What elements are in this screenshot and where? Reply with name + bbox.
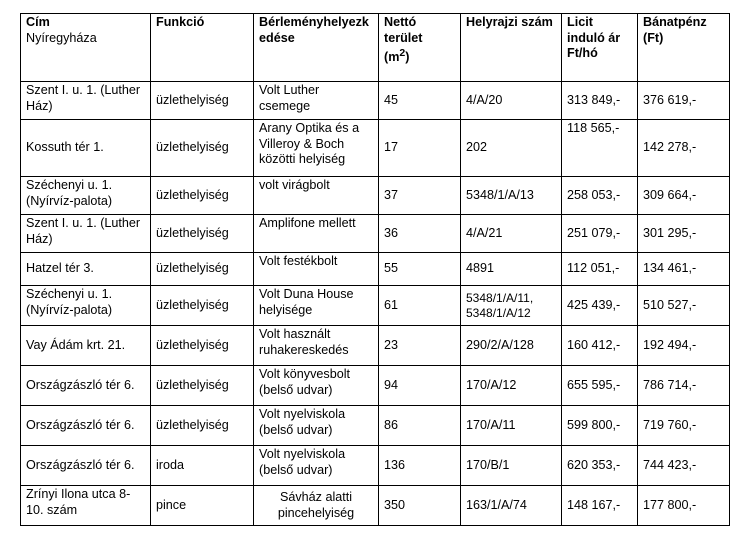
cell-hrsz: 5348/1/A/13 <box>461 177 562 215</box>
cell-hrsz: 170/A/12 <box>461 366 562 406</box>
cell-licit: 620 353,- <box>562 446 638 486</box>
cell-helyezkedes: Volt nyelviskola (belső udvar) <box>254 406 379 446</box>
cell-terulet: 86 <box>379 406 461 446</box>
cell-helyezkedes: Arany Optika és a Villeroy & Boch közötti helyiség <box>254 120 379 177</box>
cell-cim: Kossuth tér 1. <box>21 120 151 177</box>
cell-banat: 510 527,- <box>638 286 730 326</box>
header-licit: Licit induló ár Ft/hó <box>562 14 638 82</box>
cell-terulet: 36 <box>379 215 461 253</box>
cell-cim: Vay Ádám krt. 21. <box>21 326 151 366</box>
table-row <box>21 366 730 406</box>
table-row <box>21 406 730 446</box>
cell-funkcio: üzlethelyiség <box>151 177 254 215</box>
table-row <box>21 446 730 486</box>
cell-terulet: 55 <box>379 253 461 286</box>
cell-funkcio: üzlethelyiség <box>151 253 254 286</box>
cell-banat: 301 295,- <box>638 215 730 253</box>
table-row <box>21 82 730 120</box>
cell-cim: Szent I. u. 1. (Luther Ház) <box>21 82 151 120</box>
cell-banat: 376 619,- <box>638 82 730 120</box>
header-row <box>21 14 730 82</box>
property-auction-table <box>20 13 730 526</box>
cell-licit: 148 167,- <box>562 486 638 526</box>
table-row <box>21 326 730 366</box>
cell-hrsz: 4/A/20 <box>461 82 562 120</box>
cell-cim: Országzászló tér 6. <box>21 366 151 406</box>
header-funkcio: Funkció <box>151 14 254 82</box>
cell-terulet: 94 <box>379 366 461 406</box>
cell-banat: 192 494,- <box>638 326 730 366</box>
table-row <box>21 120 730 177</box>
cell-licit: 160 412,- <box>562 326 638 366</box>
cell-helyezkedes: Volt Duna House helyisége <box>254 286 379 326</box>
cell-licit: 118 565,- <box>562 120 638 177</box>
cell-cim: Szent I. u. 1. (Luther Ház) <box>21 215 151 253</box>
cell-helyezkedes: volt virágbolt <box>254 177 379 215</box>
cell-banat: 134 461,- <box>638 253 730 286</box>
cell-helyezkedes: Volt használt ruhakereskedés <box>254 326 379 366</box>
cell-funkcio: üzlethelyiség <box>151 215 254 253</box>
cell-hrsz: 170/B/1 <box>461 446 562 486</box>
cell-funkcio: üzlethelyiség <box>151 286 254 326</box>
cell-banat: 142 278,- <box>638 120 730 177</box>
cell-cim: Zrínyi Ilona utca 8-10. szám <box>21 486 151 526</box>
cell-banat: 744 423,- <box>638 446 730 486</box>
header-hrsz: Helyrajzi szám <box>461 14 562 82</box>
table-row <box>21 215 730 253</box>
cell-hrsz: 290/2/A/128 <box>461 326 562 366</box>
cell-funkcio: üzlethelyiség <box>151 120 254 177</box>
cell-cim: Hatzel tér 3. <box>21 253 151 286</box>
cell-cim: Országzászló tér 6. <box>21 446 151 486</box>
cell-hrsz: 4891 <box>461 253 562 286</box>
cell-terulet: 23 <box>379 326 461 366</box>
cell-helyezkedes: Volt nyelviskola (belső udvar) <box>254 446 379 486</box>
cell-hrsz: 4/A/21 <box>461 215 562 253</box>
cell-helyezkedes: Volt festékbolt <box>254 253 379 286</box>
table-row <box>21 253 730 286</box>
cell-helyezkedes: Volt könyvesbolt (belső udvar) <box>254 366 379 406</box>
cell-hrsz: 163/1/A/74 <box>461 486 562 526</box>
cell-cim: Országzászló tér 6. <box>21 406 151 446</box>
cell-terulet: 350 <box>379 486 461 526</box>
cell-licit: 599 800,- <box>562 406 638 446</box>
cell-funkcio: üzlethelyiség <box>151 366 254 406</box>
cell-licit: 425 439,- <box>562 286 638 326</box>
cell-cim: Széchenyi u. 1. (Nyírvíz-palota) <box>21 286 151 326</box>
cell-terulet: 136 <box>379 446 461 486</box>
cell-funkcio: üzlethelyiség <box>151 326 254 366</box>
table-row <box>21 486 730 526</box>
cell-licit: 655 595,- <box>562 366 638 406</box>
cell-licit: 313 849,- <box>562 82 638 120</box>
header-banat: Bánatpénz (Ft) <box>638 14 730 82</box>
cell-licit: 112 051,- <box>562 253 638 286</box>
header-cim-sub: Nyíregyháza <box>26 30 97 45</box>
cell-banat: 309 664,- <box>638 177 730 215</box>
cell-funkcio: üzlethelyiség <box>151 406 254 446</box>
header-cim: Cím Nyíregyháza <box>21 14 151 82</box>
cell-funkcio: iroda <box>151 446 254 486</box>
cell-terulet: 61 <box>379 286 461 326</box>
header-helyezkedes: Bérleményhelyezkedése <box>254 14 379 82</box>
cell-banat: 719 760,- <box>638 406 730 446</box>
cell-helyezkedes: Volt Luther csemege <box>254 82 379 120</box>
cell-banat: 786 714,- <box>638 366 730 406</box>
cell-hrsz: 5348/1/A/11, 5348/1/A/12 <box>461 286 562 326</box>
cell-funkcio: üzlethelyiség <box>151 82 254 120</box>
cell-licit: 251 079,- <box>562 215 638 253</box>
table-row <box>21 286 730 326</box>
cell-helyezkedes: Amplifone mellett <box>254 215 379 253</box>
cell-helyezkedes: Sávház alatti pincehelyiség <box>254 486 379 526</box>
cell-banat: 177 800,- <box>638 486 730 526</box>
cell-terulet: 17 <box>379 120 461 177</box>
cell-terulet: 37 <box>379 177 461 215</box>
cell-hrsz: 202 <box>461 120 562 177</box>
cell-cim: Széchenyi u. 1. (Nyírvíz-palota) <box>21 177 151 215</box>
header-terulet: Nettó terület $(m^2)$ <box>379 14 461 82</box>
cell-hrsz: 170/A/11 <box>461 406 562 446</box>
cell-funkcio: pince <box>151 486 254 526</box>
table-row <box>21 177 730 215</box>
cell-terulet: 45 <box>379 82 461 120</box>
cell-licit: 258 053,- <box>562 177 638 215</box>
